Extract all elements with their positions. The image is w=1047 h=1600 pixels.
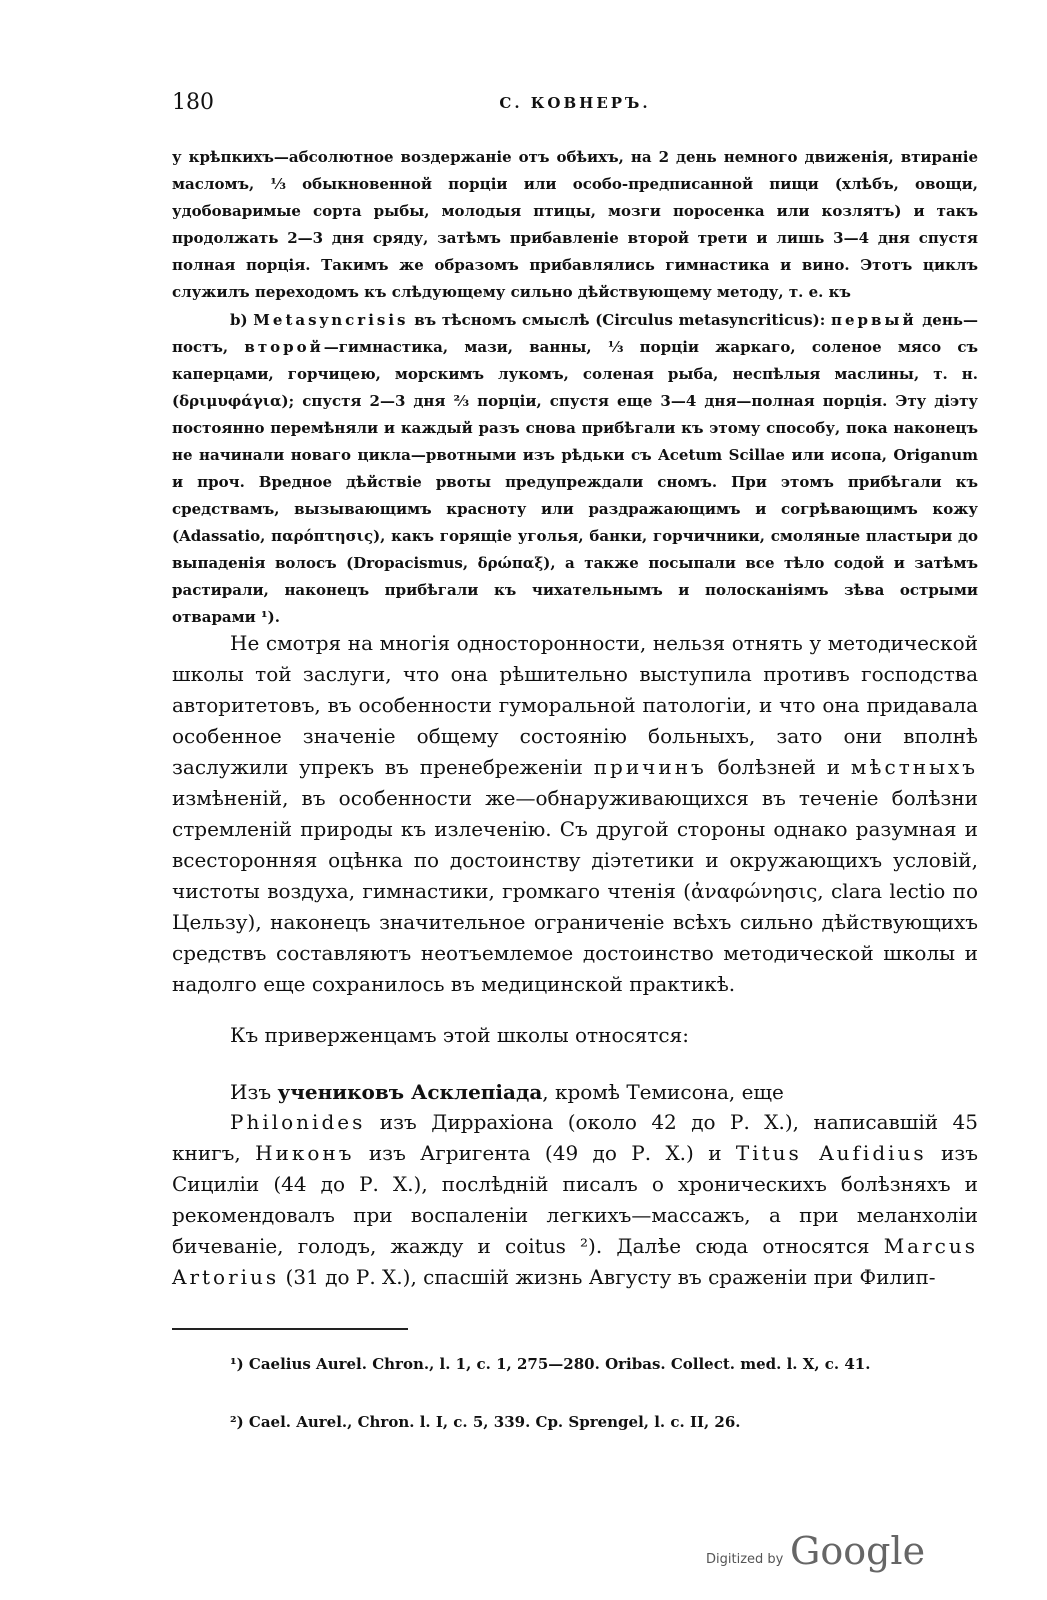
text-part: Изъ — [230, 1080, 278, 1104]
text-part: , кромѣ Темисона, еще — [542, 1080, 784, 1104]
term-metasyncrisis: Metasyncrisis — [253, 311, 409, 329]
item-prefix: b) — [230, 311, 254, 329]
method-school-assessment-paragraph — [172, 628, 978, 1000]
word-local: мѣстныхъ — [850, 755, 979, 779]
students-heading — [172, 1077, 978, 1108]
text-part: изъ Сициліи (44 до Р. Х.), послѣдній писалъ о хроническихъ болѣзняхъ и рекомендовалъ при воспаленіи легкихъ—массажъ, а при меланхоліи бичеваніе, голодъ, жажду и coitus ²). Далѣе сюда относятся — [172, 1141, 979, 1258]
text-part: въ тѣсномъ смыслѣ (Circulus metasyncriticus): — [408, 311, 831, 329]
running-head: С. КОВНЕРЪ. — [499, 94, 651, 112]
text-part: (31 до Р. Х.), спасшій жизнь Августу въ сраженіи при Филип- — [279, 1265, 936, 1289]
diet-cycle-paragraph: у крѣпкихъ—абсолютное воздержаніе отъ обѣихъ, на 2 день немного движенія, втираніе масломъ, ⅓ обыкновенной порціи или особо-предписанной пищи (хлѣбъ, овощи, удобоваримые сорта рыбы, молодыя птицы, мозги поросенка или козлятъ) и такъ продолжать 2—3 дня сряду, затѣмъ прибавленіе второй трети и лишь 3—4 дня спустя полная порція. Такимъ же образомъ прибавлялись гимнастика и вино. Этотъ циклъ служилъ переходомъ къ слѣдующему сильно дѣйствующему методу, т. е. къ — [172, 148, 978, 301]
students-of-asclepiades: учениковъ Асклепіада — [277, 1080, 543, 1104]
footnote-divider — [172, 1328, 408, 1330]
word-second: второй — [244, 338, 324, 356]
metasyncrisis-paragraph — [172, 307, 978, 631]
text-part: изъ Диррахіона (около 42 до Р. Х.), написавшій 45 книгъ, — [172, 1110, 978, 1165]
physicians-paragraph — [172, 1107, 978, 1293]
name-marcus-artorius: Marcus Artorius — [172, 1234, 978, 1289]
name-titus-aufidius: Titus Aufidius — [735, 1141, 927, 1165]
digitized-by-label: Digitized by — [706, 1552, 784, 1567]
text-part: измѣненій, въ особенности же—обнаруживающихся въ теченіе болѣзни стремленій природы къ излеченію. Съ другой стороны однако разумная и всесторонняя оцѣнка по достоинству діэтетики и окружающихъ условій, чистоты воздуха, гимнастики, громкаго чтенія (ἀναφώνησις, clara lectio по Цельзу), наконецъ значительное ограниченіе всѣхъ сильно дѣйствующихъ средствъ составляютъ неотъемлемое достоинство методической школы и надолго еще сохранилось въ медицинской практикѣ. — [172, 786, 978, 996]
adherents-intro: Къ приверженцамъ этой школы относятся: — [230, 1023, 689, 1047]
footnote-1: ¹) Caelius Aurel. Chron., l. 1, c. 1, 275—280. Oribas. Collect. med. l. X, c. 41. — [230, 1355, 871, 1373]
text-part: болѣзней и — [706, 755, 851, 779]
text-part: —гимнастика, мази, ванны, ⅓ порціи жаркаго, соленое мясо съ каперцами, горчицею, морскимъ лукомъ, соленая рыба, неспѣлыя маслины, т. н. (δριμυφάγια); спустя 2—3 дня ⅔ порціи, спустя еще 3—4 дня—полная порція. Эту діэту постоянно перемѣняли и каждый разъ снова прибѣгали къ этому способу, пока наконецъ не начинали новаго цикла—рвотными изъ рѣдьки съ Acetum Scillae или исопа, Origanum и проч. Вредное дѣйствіе рвоты предупреждали сномъ. При этомъ прибѣгали къ средствамъ, вызывающимъ красноту или раздражающимъ и согрѣвающимъ кожу (Adassatio, παρόπτησις), какъ горящіе уголья, банки, горчичники, смоляные пластыри до выпаденія волосъ (Dropacismus, δρώπαξ), а также посыпали все тѣло содой и затѣмъ растирали, наконецъ прибѣгали къ чихательнымъ и полосканіямъ зѣва острыми отварами ¹). — [172, 338, 978, 626]
google-logo: Google — [790, 1529, 926, 1573]
name-nikon: Никонъ — [255, 1141, 355, 1165]
name-philonides: Philonides — [230, 1110, 366, 1134]
text-part: Не смотря на многія односторонности, нельзя отнять у методической школы той заслуги, что она рѣшительно выступила противъ господства авторитетовъ, въ особенности гуморальной патологіи, и что она придавала особенное значеніе общему состоянію больныхъ, зато они вполнѣ заслужили упрекъ въ пренебреженіи — [172, 631, 978, 779]
word-causes: причинъ — [593, 755, 707, 779]
word-first: первый — [830, 311, 917, 329]
text-part: изъ Агригента (49 до Р. Х.) и — [354, 1141, 736, 1165]
page-number: 180 — [172, 90, 214, 115]
page-header — [172, 90, 978, 120]
footnote-2: ²) Cael. Aurel., Chron. l. I, c. 5, 339. Cp. Sprengel, l. c. II, 26. — [230, 1413, 741, 1431]
text-part: день—постъ, — [172, 311, 978, 356]
